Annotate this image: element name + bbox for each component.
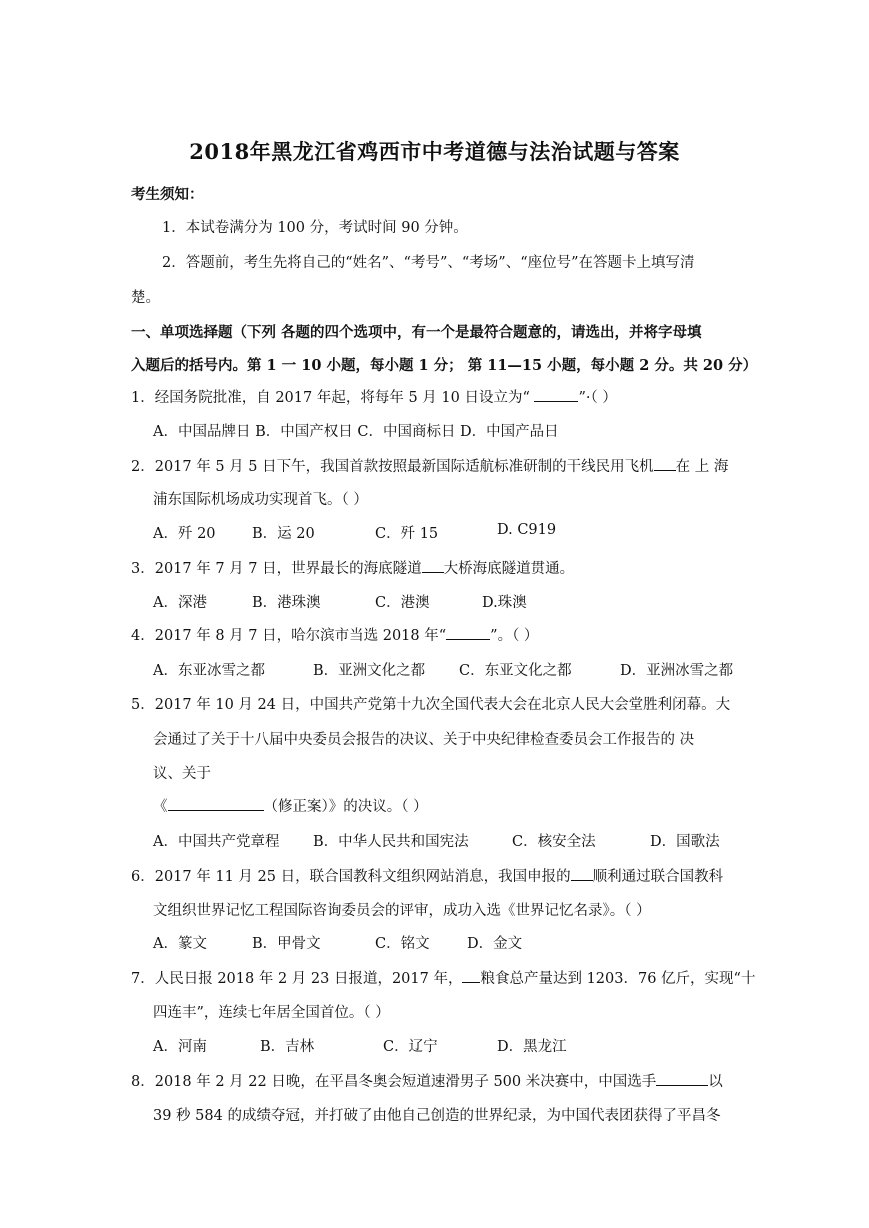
question-2-stem-start: 2．2017 年 5 月 5 日下午，我国首款按照最新国际适航标准研制的干线民用飞机: [131, 459, 654, 475]
question-8-stem: [131, 1070, 723, 1091]
question-7-option-a: A．河南: [153, 1039, 207, 1055]
question-3-option-d: D.珠澳: [482, 595, 527, 611]
question-3-stem-start: 3．2017 年 7 月 7 日，世界最长的海底隧道: [131, 561, 422, 577]
question-3-option-c: C．港澳: [375, 595, 430, 611]
question-3-blank: [422, 557, 444, 573]
question-6-stem: [131, 865, 723, 886]
notice-item-1: 1．本试卷满分为 100 分，考试时间 90 分钟。: [162, 220, 468, 236]
question-8-stem-end: 以: [708, 1074, 723, 1090]
question-3-stem: [131, 557, 574, 578]
question-7-blank: [462, 967, 480, 983]
notice-heading: 考生须知：: [131, 186, 204, 203]
notice-item-2-line-1: 2．答题前，考生先将自己的“姓名”、“考号”、“考场”、“座位号”在答题卡上填写清: [162, 255, 695, 271]
question-6-stem-line-2: 文组织世界记忆工程国际咨询委员会的评审，成功入选《世界记忆名录》。（ ）: [153, 903, 651, 919]
question-6-option-a: A．篆文: [153, 936, 207, 952]
question-7-stem: [131, 967, 755, 988]
question-4-blank: [446, 624, 490, 640]
section-1-heading-line-2: 入题后的括号内。第 1 一 10 小题，每小题 1 分； 第 11—15 小题，每小题 2 分。共 20 分）: [131, 357, 758, 374]
question-2-stem-end: 在 上 海: [675, 459, 729, 475]
question-4-option-a: A．东亚冰雪之都: [153, 663, 265, 679]
question-5-stem-line-1: 5．2017 年 10 月 24 日，中国共产党第十九次全国代表大会在北京人民大会堂胜利闭幕。大: [131, 697, 731, 713]
question-6-stem-start: 6．2017 年 11 月 25 日，联合国教科文组织网站消息，我国申报的: [131, 869, 571, 885]
question-7-stem-end: 粮食总产量达到 1203．76 亿斤，实现“十: [480, 971, 756, 987]
question-6-option-c: C．铭文: [375, 936, 430, 952]
question-2-stem-line-2: 浦东国际机场成功实现首飞。（ ）: [153, 492, 368, 508]
question-5-option-b: B．中华人民共和国宪法: [313, 834, 469, 850]
question-4-option-b: B．亚洲文化之都: [313, 663, 426, 679]
question-7-stem-start: 7．人民日报 2018 年 2 月 23 日报道，2017 年，: [131, 971, 463, 987]
question-2-option-b: B．运 20: [252, 526, 315, 542]
question-5-stem-line-4: [153, 795, 428, 816]
question-5-option-a: A．中国共产党章程: [153, 834, 280, 850]
question-5-blank: [168, 795, 264, 811]
question-5-stem-line-3: 议、关于: [153, 766, 211, 782]
question-4-stem-end: ”。（ ）: [490, 628, 539, 644]
question-3-option-a: A．深港: [153, 595, 207, 611]
question-5-option-c: C．核安全法: [512, 834, 596, 850]
question-2-blank: [654, 455, 676, 471]
question-7-option-c: C．辽宁: [383, 1039, 438, 1055]
question-7-stem-line-2: 四连丰”，连续七年居全国首位。（ ）: [153, 1005, 390, 1021]
question-1-stem: [131, 386, 617, 407]
question-4-option-c: C．东亚文化之都: [459, 663, 572, 679]
question-8-stem-line-2: 39 秒 584 的成绩夺冠，并打破了由他自己创造的世界纪录，为中国代表团获得了平昌冬: [153, 1108, 721, 1124]
question-7-option-d: D．黑龙江: [497, 1039, 567, 1055]
question-8-blank: [656, 1070, 708, 1086]
question-2-stem: [131, 455, 728, 476]
question-5-option-d: D．国歌法: [650, 834, 720, 850]
document-title: 2018年黑龙江省鸡西市中考道德与法治试题与答案: [189, 139, 680, 164]
question-6-option-d: D．金文: [467, 936, 523, 952]
question-2-option-c: C．歼 15: [375, 526, 439, 542]
question-4-option-d: D．亚洲冰雪之都: [620, 663, 734, 679]
question-8-stem-start: 8．2018 年 2 月 22 日晚，在平昌冬奥会短道速滑男子 500 米决赛中，中国选手: [131, 1074, 657, 1090]
question-6-blank: [571, 865, 593, 881]
question-3-stem-end: 大桥海底隧道贯通。: [443, 561, 575, 577]
question-5-stem-line-4-start: 《: [153, 799, 168, 815]
question-6-option-b: B．甲骨文: [252, 936, 321, 952]
section-1-heading-line-1: 一、单项选择题（下列 各题的四个选项中，有一个是最符合题意的，请选出，并将字母填: [131, 324, 702, 341]
question-3-option-b: B．港珠澳: [252, 595, 321, 611]
question-1-stem-start: 1．经国务院批准，自 2017 年起，将每年 5 月 10 日设立为“: [131, 390, 535, 406]
question-6-stem-end: 顺利通过联合国教科: [592, 869, 724, 885]
question-5-stem-line-4-end: （修正案）》的决议。（ ）: [263, 799, 428, 815]
question-2-option-a: A．歼 20: [153, 526, 216, 542]
question-1-blank: [534, 386, 578, 402]
question-1-stem-end: ”·（ ）: [578, 390, 617, 406]
question-2-option-d: D. C919: [497, 522, 557, 538]
question-1-options: A．中国品牌日 B．中国产权日 C．中国商标日 D．中国产品日: [153, 424, 559, 440]
question-4-stem-start: 4．2017 年 8 月 7 日，哈尔滨市当选 2018 年“: [131, 628, 447, 644]
notice-item-2-line-2: 楚。: [131, 290, 160, 306]
question-4-stem: [131, 624, 538, 645]
question-5-stem-line-2: 会通过了关于十八届中央委员会报告的决议、关于中央纪律检查委员会工作报告的 决: [153, 732, 695, 748]
question-7-option-b: B．吉林: [260, 1039, 315, 1055]
